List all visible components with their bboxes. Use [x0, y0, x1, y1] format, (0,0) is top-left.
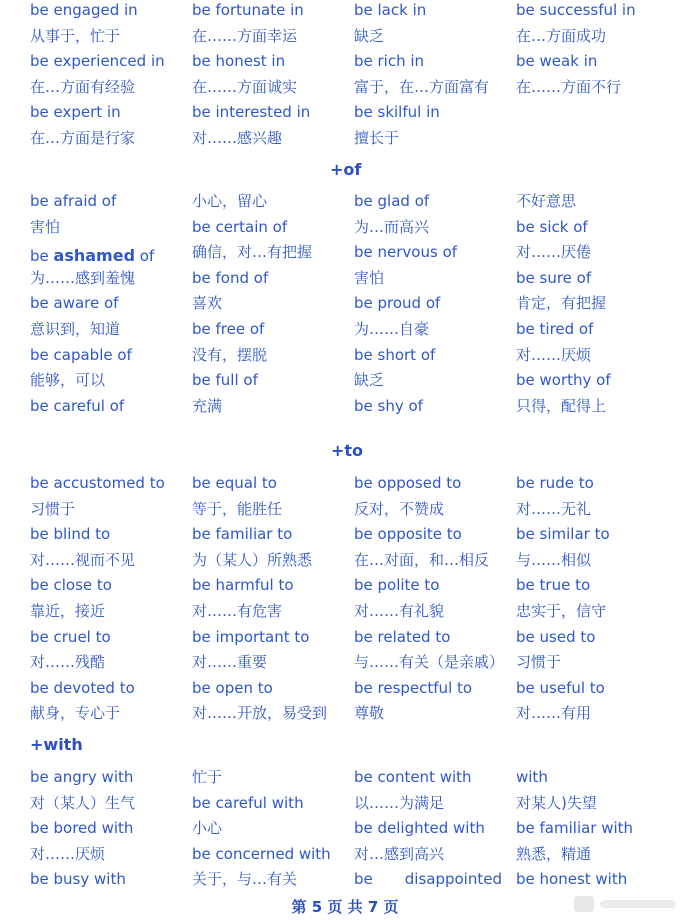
translation-entry: 忠实于，信守: [516, 602, 607, 620]
phrase-entry: be careful of: [30, 397, 125, 415]
translation-entry: 从事于，忙于: [30, 27, 121, 45]
translation-entry: 肯定，有把握: [516, 294, 607, 312]
phrase-entry: be respectful to: [354, 679, 473, 697]
phrase-entry: be honest in: [192, 52, 286, 70]
phrase-entry: be opposite to: [354, 525, 462, 543]
page-number-footer: 第 5 页 共 7 页: [291, 898, 399, 916]
translation-entry: 在…对面，和…相反: [354, 551, 490, 569]
phrase-entry: be short of: [354, 346, 436, 364]
section-heading-to: +to: [331, 441, 364, 460]
phrase-entry: be used to: [516, 628, 596, 646]
translation-entry: 意识到，知道: [30, 320, 121, 338]
translation-entry: 在…方面是行家: [30, 129, 136, 147]
translation-entry: 缺乏: [354, 27, 385, 45]
watermark-logo-icon: [572, 892, 680, 916]
translation-entry: 以……为满足: [354, 794, 445, 812]
translation-entry: 对……视而不见: [30, 551, 136, 569]
phrase-entry-emphasized: [30, 246, 154, 266]
translation-entry: 献身，专心于: [30, 704, 121, 722]
phrase-entry: be busy with: [30, 870, 126, 888]
translation-entry: 没有，摆脱: [192, 346, 268, 364]
translation-entry: 对……重要: [192, 653, 268, 671]
translation-entry: 在……方面幸运: [192, 27, 298, 45]
phrase-entry: be engaged in: [30, 1, 138, 19]
translation-entry: 害怕: [30, 218, 61, 236]
translation-entry: 对……有用: [516, 704, 592, 722]
translation-entry: 熟悉，精通: [516, 845, 592, 863]
translation-entry: 对某人)失望: [516, 794, 597, 812]
phrase-prefix: be: [30, 247, 54, 265]
phrase-entry: be true to: [516, 576, 591, 594]
phrase-left: be: [354, 870, 373, 888]
translation-entry: 害怕: [354, 269, 385, 287]
translation-entry: 对……有礼貌: [354, 602, 445, 620]
translation-entry: 为……感到羞愧: [30, 269, 136, 287]
translation-entry: 尊敬: [354, 704, 385, 722]
phrase-entry: be worthy of: [516, 371, 611, 389]
phrase-entry: be careful with: [192, 794, 304, 812]
phrase-entry: be accustomed to: [30, 474, 165, 492]
translation-entry: 忙于: [192, 768, 223, 786]
section-heading-with: +with: [30, 735, 83, 754]
phrase-entry: be sick of: [516, 218, 588, 236]
phrase-entry: be shy of: [354, 397, 423, 415]
phrase-entry: be expert in: [30, 103, 121, 121]
phrase-keyword-bold: ashamed: [53, 246, 136, 265]
phrase-entry: be capable of: [30, 346, 132, 364]
phrase-entry: be devoted to: [30, 679, 135, 697]
phrase-entry: be skilful in: [354, 103, 440, 121]
translation-entry: 为……自豪: [354, 320, 430, 338]
translation-entry: 对……开放，易受到: [192, 704, 328, 722]
phrase-entry: be important to: [192, 628, 310, 646]
phrase-entry: be useful to: [516, 679, 605, 697]
translation-entry: 习惯于: [30, 500, 76, 518]
translation-entry: 对……残酷: [30, 653, 106, 671]
translation-entry: 对……厌烦: [516, 346, 592, 364]
phrase-entry: be lack in: [354, 1, 427, 19]
translation-entry: 在…方面成功: [516, 27, 607, 45]
phrase-entry: be tired of: [516, 320, 594, 338]
phrase-right: disappointed: [404, 870, 502, 888]
phrase-entry: be familiar to: [192, 525, 293, 543]
phrase-entry: be certain of: [192, 218, 288, 236]
translation-entry: 对……厌烦: [30, 845, 106, 863]
translation-entry: 对…感到高兴: [354, 845, 445, 863]
phrase-entry: with: [516, 768, 548, 786]
translation-entry: 靠近，接近: [30, 602, 106, 620]
phrase-entry: be angry with: [30, 768, 134, 786]
phrase-entry: be rude to: [516, 474, 594, 492]
translation-entry: 不好意思: [516, 192, 577, 210]
translation-entry: 反对，不赞成: [354, 500, 445, 518]
translation-entry: 缺乏: [354, 371, 385, 389]
phrase-entry: be cruel to: [30, 628, 111, 646]
phrase-entry: be delighted with: [354, 819, 485, 837]
translation-entry: 为…而高兴: [354, 218, 430, 236]
translation-entry: 与……相似: [516, 551, 592, 569]
phrase-entry: be rich in: [354, 52, 425, 70]
translation-entry: 确信，对…有把握: [192, 243, 313, 261]
translation-entry: 与……有关（是亲戚）: [354, 653, 505, 671]
phrase-entry: be sure of: [516, 269, 592, 287]
translation-entry: 喜欢: [192, 294, 223, 312]
phrase-entry: be fortunate in: [192, 1, 304, 19]
phrase-entry: be free of: [192, 320, 265, 338]
phrase-entry: be blind to: [30, 525, 111, 543]
translation-entry: 习惯于: [516, 653, 562, 671]
translation-entry: 充满: [192, 397, 223, 415]
phrase-entry: be weak in: [516, 52, 598, 70]
phrase-entry: be glad of: [354, 192, 430, 210]
translation-entry: 对……无礼: [516, 500, 592, 518]
phrase-entry: be full of: [192, 371, 258, 389]
phrase-entry: be interested in: [192, 103, 311, 121]
phrase-entry: be proud of: [354, 294, 441, 312]
phrase-entry: be familiar with: [516, 819, 634, 837]
translation-entry: 只得，配得上: [516, 397, 607, 415]
translation-entry: 等于，能胜任: [192, 500, 283, 518]
phrase-entry: be equal to: [192, 474, 277, 492]
phrase-entry: be open to: [192, 679, 273, 697]
section-heading-of: +of: [330, 160, 362, 179]
phrase-entry: be harmful to: [192, 576, 294, 594]
phrase-entry: be honest with: [516, 870, 628, 888]
translation-entry: 关于，与…有关: [192, 870, 298, 888]
translation-entry: 小心: [192, 819, 223, 837]
translation-entry: 在……方面不行: [516, 78, 622, 96]
translation-entry: 对……厌倦: [516, 243, 592, 261]
phrase-entry: be opposed to: [354, 474, 462, 492]
phrase-entry: be similar to: [516, 525, 610, 543]
phrase-entry: be concerned with: [192, 845, 331, 863]
translation-entry: 富于，在…方面富有: [354, 78, 490, 96]
phrase-entry: be polite to: [354, 576, 440, 594]
translation-entry: 对……感兴趣: [192, 129, 283, 147]
translation-entry: 小心，留心: [192, 192, 268, 210]
phrase-entry: be content with: [354, 768, 472, 786]
translation-entry: 在…方面有经验: [30, 78, 136, 96]
phrase-entry: be nervous of: [354, 243, 458, 261]
translation-entry: 为（某人）所熟悉: [192, 551, 313, 569]
phrase-entry: be related to: [354, 628, 451, 646]
phrase-entry: be experienced in: [30, 52, 165, 70]
translation-entry: 在……方面诚实: [192, 78, 298, 96]
phrase-entry: be close to: [30, 576, 112, 594]
translation-entry: 擅长于: [354, 129, 400, 147]
translation-entry: 对（某人）生气: [30, 794, 136, 812]
phrase-entry: be fond of: [192, 269, 269, 287]
translation-entry: 能够，可以: [30, 371, 106, 389]
translation-entry: 对……有危害: [192, 602, 283, 620]
phrase-entry: be bored with: [30, 819, 134, 837]
phrase-entry: be aware of: [30, 294, 119, 312]
phrase-entry: be successful in: [516, 1, 636, 19]
phrase-entry-justified: [354, 869, 502, 889]
phrase-entry: be afraid of: [30, 192, 117, 210]
phrase-suffix: of: [135, 247, 155, 265]
